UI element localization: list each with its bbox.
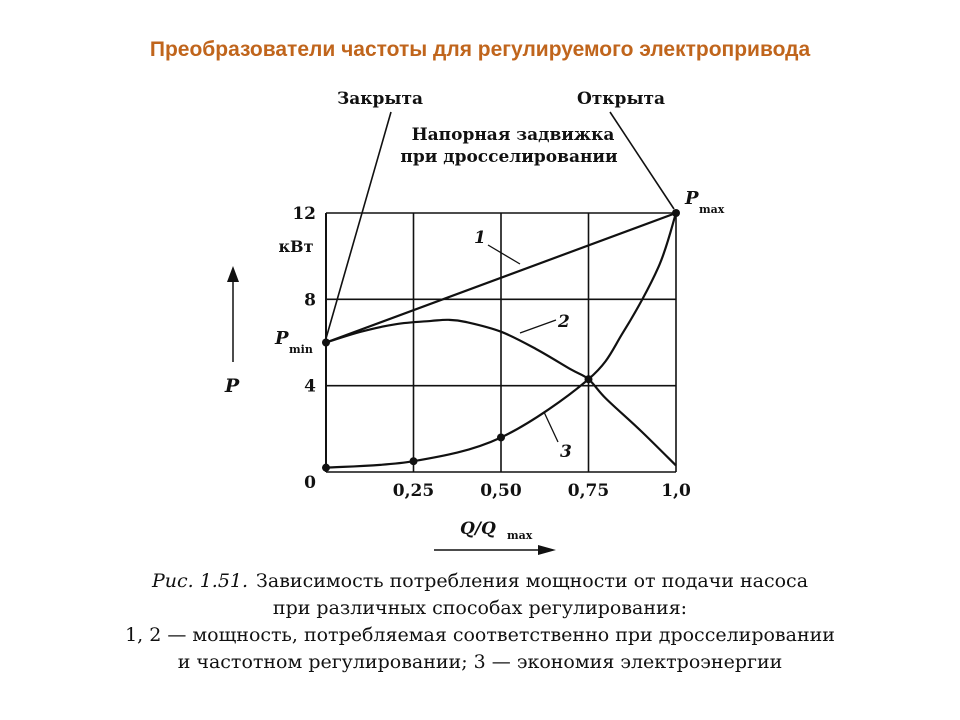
y-tick-label-0: 0 — [304, 473, 316, 493]
x-tick-label-0: 0,25 — [392, 481, 435, 501]
y-tick-label-3: 12 — [292, 204, 316, 224]
y-tick-label-1: 4 — [304, 376, 316, 397]
series-label-1: 2 — [558, 312, 570, 332]
x-axis-arrow-head — [538, 545, 556, 555]
x-tick-label-3: 1,0 — [661, 481, 691, 501]
annotation-closed: Закрыта — [336, 89, 424, 109]
annotation-open-leader — [610, 112, 674, 209]
caption-figure-number: Рис. 1.51. — [151, 570, 249, 592]
caption-line-4: и частотном регулировании; 3 — экономия электроэнергии — [177, 651, 783, 673]
x-axis-label: Q/Q — [460, 519, 496, 539]
annotation-pmin-subscript: min — [289, 343, 313, 356]
figure-caption — [40, 568, 920, 676]
series-label-leader-2 — [544, 412, 558, 442]
annotation-pmax-subscript: max — [699, 203, 725, 216]
x-tick-label-1: 0,50 — [480, 481, 522, 501]
annotation-pmin: P — [275, 328, 289, 349]
annotation-open: Открыта — [576, 89, 666, 109]
annotation-valve-line-2: при дросселировании — [400, 147, 618, 167]
series-label-0: 1 — [474, 228, 486, 248]
annotation-valve-line-1: Напорная задвижка — [411, 125, 615, 145]
series-label-2: 3 — [560, 442, 572, 462]
series-label-leader-1 — [520, 320, 556, 333]
caption-line-2: при различных способах регулирования: — [272, 597, 688, 619]
y-axis-arrow-head — [227, 266, 239, 282]
series-3-point-3 — [585, 375, 593, 383]
slide-title: Преобразователи частоты для регулируемого электропривода — [149, 38, 811, 61]
series-3-point-0 — [322, 464, 330, 472]
caption-line-3: 1, 2 — мощность, потребляемая соответственно при дросселировании — [125, 624, 835, 646]
caption-text-1: Зависимость потребления мощности от подачи насоса — [256, 570, 809, 592]
caption-line-1 — [40, 568, 920, 595]
series-3-point-1 — [410, 457, 418, 465]
x-tick-label-2: 0,75 — [567, 481, 610, 501]
series-3-point-2 — [497, 433, 505, 441]
annotation-closed-leader — [326, 112, 391, 339]
y-axis-label: P — [224, 375, 240, 397]
y-unit-label: кВт — [278, 236, 314, 256]
x-axis-label-subscript: max — [507, 529, 533, 542]
axes — [227, 213, 556, 555]
grid — [326, 213, 676, 472]
annotation-pmax: P — [685, 188, 699, 209]
labels-group — [224, 89, 725, 542]
series-label-leader-0 — [488, 245, 520, 264]
y-tick-label-2: 8 — [304, 290, 316, 311]
